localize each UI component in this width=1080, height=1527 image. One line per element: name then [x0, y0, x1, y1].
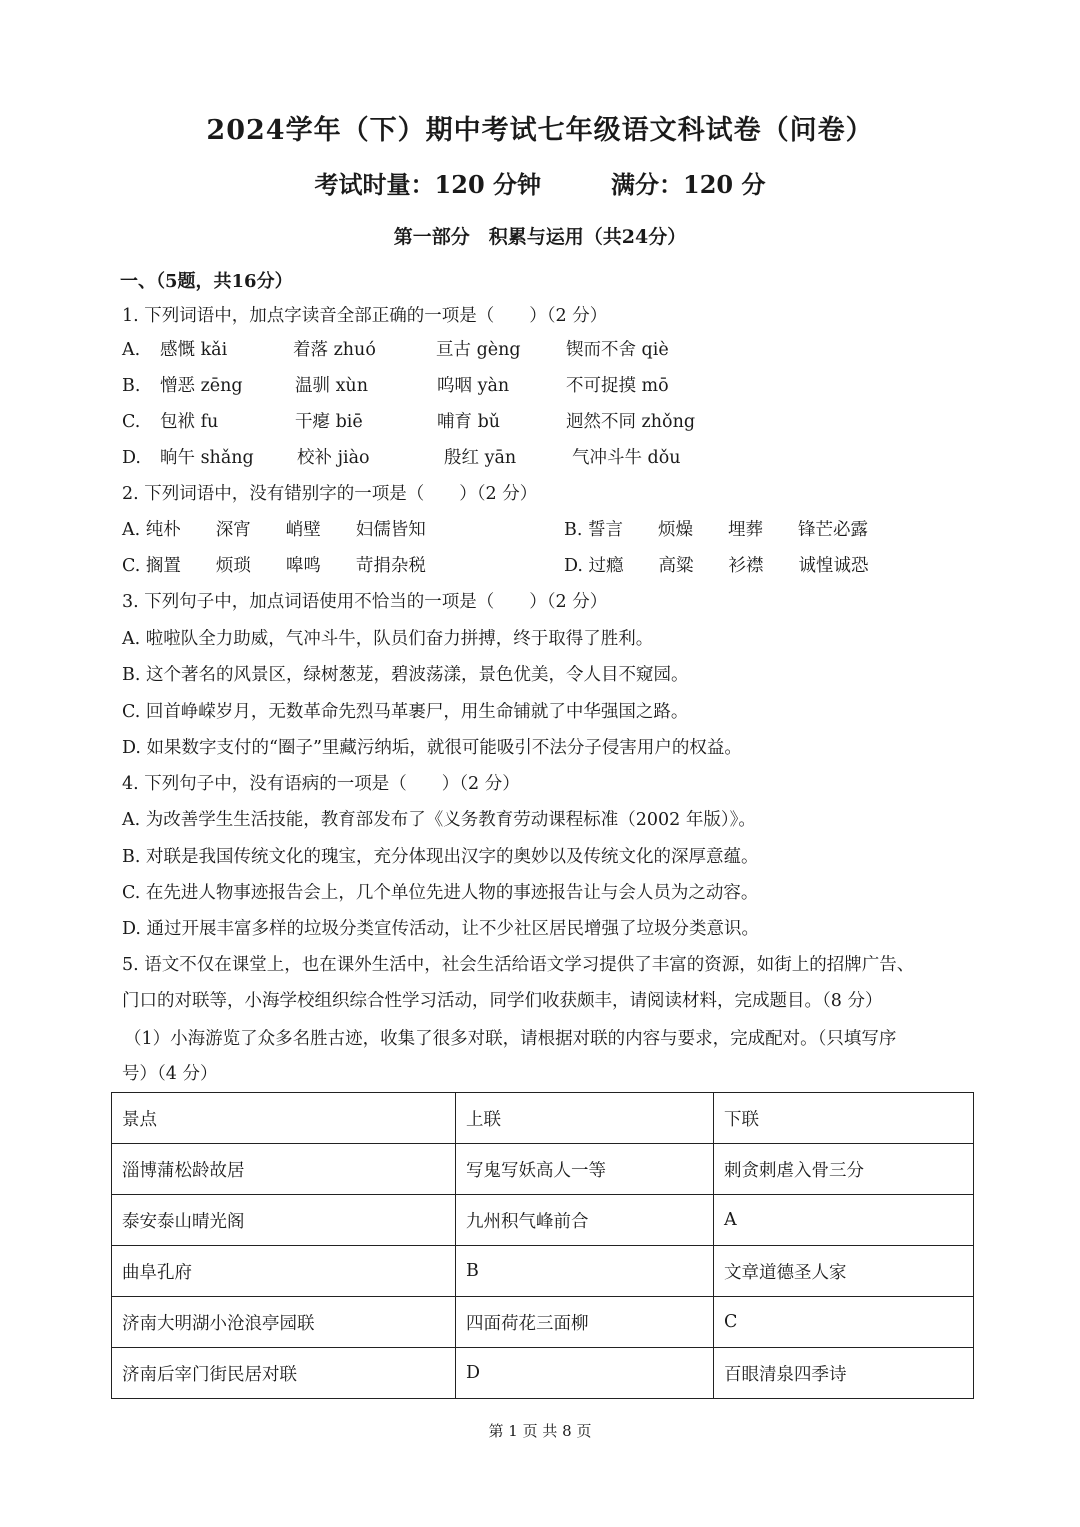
- q3-stem: 3. 下列句子中，加点词语使用不恰当的一项是（ ）（2 分）: [122, 592, 608, 612]
- q1-option-item: 亘古 gèng: [436, 340, 521, 360]
- q3-option-c: C. 回首峥嵘岁月，无数革命先烈马革裹尸，用生命铺就了中华强国之路。: [122, 702, 689, 722]
- page-title: 2024学年（下）期中考试七年级语文科试卷（问卷）: [206, 115, 874, 146]
- header-cell: 下联: [714, 1093, 974, 1144]
- q1-option-item: 哺育 bǔ: [437, 412, 501, 432]
- q4-option-d: D. 通过开展丰富多样的垃圾分类宣传活动，让不少社区居民增强了垃圾分类意识。: [122, 919, 760, 939]
- q3-option-b: B. 这个著名的风景区，绿树葱茏，碧波荡漾，景色优美，令人目不窥园。: [122, 665, 689, 685]
- q4-option-c: C. 在先进人物事迹报告会上，几个单位先进人物的事迹报告让与会人员为之动容。: [122, 883, 759, 903]
- table-cell: B: [456, 1246, 714, 1297]
- q1-option-label: D.: [122, 448, 141, 468]
- q1-option-item: 着落 zhuó: [293, 340, 376, 360]
- table-cell: 百眼清泉四季诗: [714, 1348, 974, 1399]
- q1-option-item: 锲而不舍 qiè: [566, 340, 669, 360]
- q2-option-c: C. 搁置 烦琐 嗥鸣 苛捐杂税: [122, 556, 426, 576]
- q1-option-item: 温驯 xùn: [295, 376, 368, 396]
- q2-stem: 2. 下列词语中，没有错别字的一项是（ ）（2 分）: [122, 484, 538, 504]
- table-cell: 刺贪刺虐入骨三分: [714, 1144, 974, 1195]
- q1-option-item: 感慨 kǎi: [160, 340, 228, 360]
- q1-option-label: A.: [122, 340, 141, 360]
- q1-option-item: 气冲斗牛 dǒu: [572, 448, 681, 468]
- exam-info: [0, 165, 1080, 200]
- q1-option-label: C.: [122, 412, 141, 432]
- table-cell: 写鬼写妖高人一等: [456, 1144, 714, 1195]
- table-row: [112, 1195, 974, 1246]
- table-cell: 曲阜孔府: [112, 1246, 456, 1297]
- exam-time: 考试时量：120 分钟: [314, 170, 541, 199]
- table-row: [112, 1144, 974, 1195]
- q5-stem-line-1: 5. 语文不仅在课堂上，也在课外生活中，社会生活给语文学习提供了丰富的资源，如街上的招牌广告、: [122, 955, 915, 975]
- couplet-table: [111, 1092, 974, 1399]
- section-heading: 一、（5题，共16分）: [120, 271, 293, 292]
- q1-option-label: B.: [122, 376, 141, 396]
- q1-option-item: 殷红 yān: [444, 448, 517, 468]
- full-score: 满分：120 分: [611, 170, 766, 199]
- table-cell: A: [714, 1195, 974, 1246]
- q5-sub1-line-2: 号）（4 分）: [122, 1064, 218, 1084]
- table-cell: 淄博蒲松龄故居: [112, 1144, 456, 1195]
- table-cell: 济南大明湖小沧浪亭园联: [112, 1297, 456, 1348]
- table-cell: D: [456, 1348, 714, 1399]
- q2-option-b: B. 誓言 烦燥 埋葬 锋芒必露: [564, 520, 868, 540]
- table-row: [112, 1246, 974, 1297]
- q3-option-a: A. 啦啦队全力助威，气冲斗牛，队员们奋力拼搏，终于取得了胜利。: [122, 629, 654, 649]
- table-row: [112, 1297, 974, 1348]
- table-cell: 泰安泰山晴光阁: [112, 1195, 456, 1246]
- q1-option-item: 干瘪 biē: [295, 412, 363, 432]
- q1-option-item: 迥然不同 zhǒng: [566, 412, 696, 432]
- q3-option-d: D. 如果数字支付的“圈子”里藏污纳垢，就很可能吸引不法分子侵害用户的权益。: [122, 738, 742, 758]
- q2-option-a: A. 纯朴 深宵 峭壁 妇儒皆知: [122, 520, 426, 540]
- q1-option-item: 憎恶 zēng: [160, 376, 243, 396]
- q4-option-a: A. 为改善学生生活技能，教育部发布了《义务教育劳动课程标准（2002 年版）》。: [122, 810, 756, 830]
- table-row: [112, 1348, 974, 1399]
- q1-option-item: 包袱 fu: [160, 412, 219, 432]
- q2-option-d: D. 过瘾 高粱 衫襟 诚惶诚恐: [564, 556, 869, 576]
- q5-sub1-line-1: （1）小海游览了众多名胜古迹，收集了很多对联，请根据对联的内容与要求，完成配对。（只填写序: [124, 1029, 897, 1049]
- header-cell: 上联: [456, 1093, 714, 1144]
- q1-option-item: 校补 jiào: [297, 448, 370, 468]
- q1-stem: 1. 下列词语中，加点字读音全部正确的一项是（ ）（2 分）: [122, 306, 608, 326]
- part-heading: 第一部分 积累与运用（共24分）: [393, 226, 687, 248]
- q1-option-item: 不可捉摸 mō: [566, 376, 669, 396]
- page-number: 第 1 页 共 8 页: [488, 1422, 592, 1440]
- q5-stem-line-2: 门口的对联等，小海学校组织综合性学习活动，同学们收获颇丰，请阅读材料，完成题目。（8 分）: [122, 991, 883, 1011]
- header-cell: 景点: [112, 1093, 456, 1144]
- table-cell: 文章道德圣人家: [714, 1246, 974, 1297]
- q1-option-item: 晌午 shǎng: [160, 448, 254, 468]
- q4-stem: 4. 下列句子中，没有语病的一项是（ ）（2 分）: [122, 774, 520, 794]
- table-cell: 四面荷花三面柳: [456, 1297, 714, 1348]
- table-cell: C: [714, 1297, 974, 1348]
- q4-option-b: B. 对联是我国传统文化的瑰宝，充分体现出汉字的奥妙以及传统文化的深厚意蕴。: [122, 847, 759, 867]
- table-header-row: [112, 1093, 974, 1144]
- table-cell: 济南后宰门街民居对联: [112, 1348, 456, 1399]
- table-cell: 九州积气峰前合: [456, 1195, 714, 1246]
- q1-option-item: 呜咽 yàn: [437, 376, 510, 396]
